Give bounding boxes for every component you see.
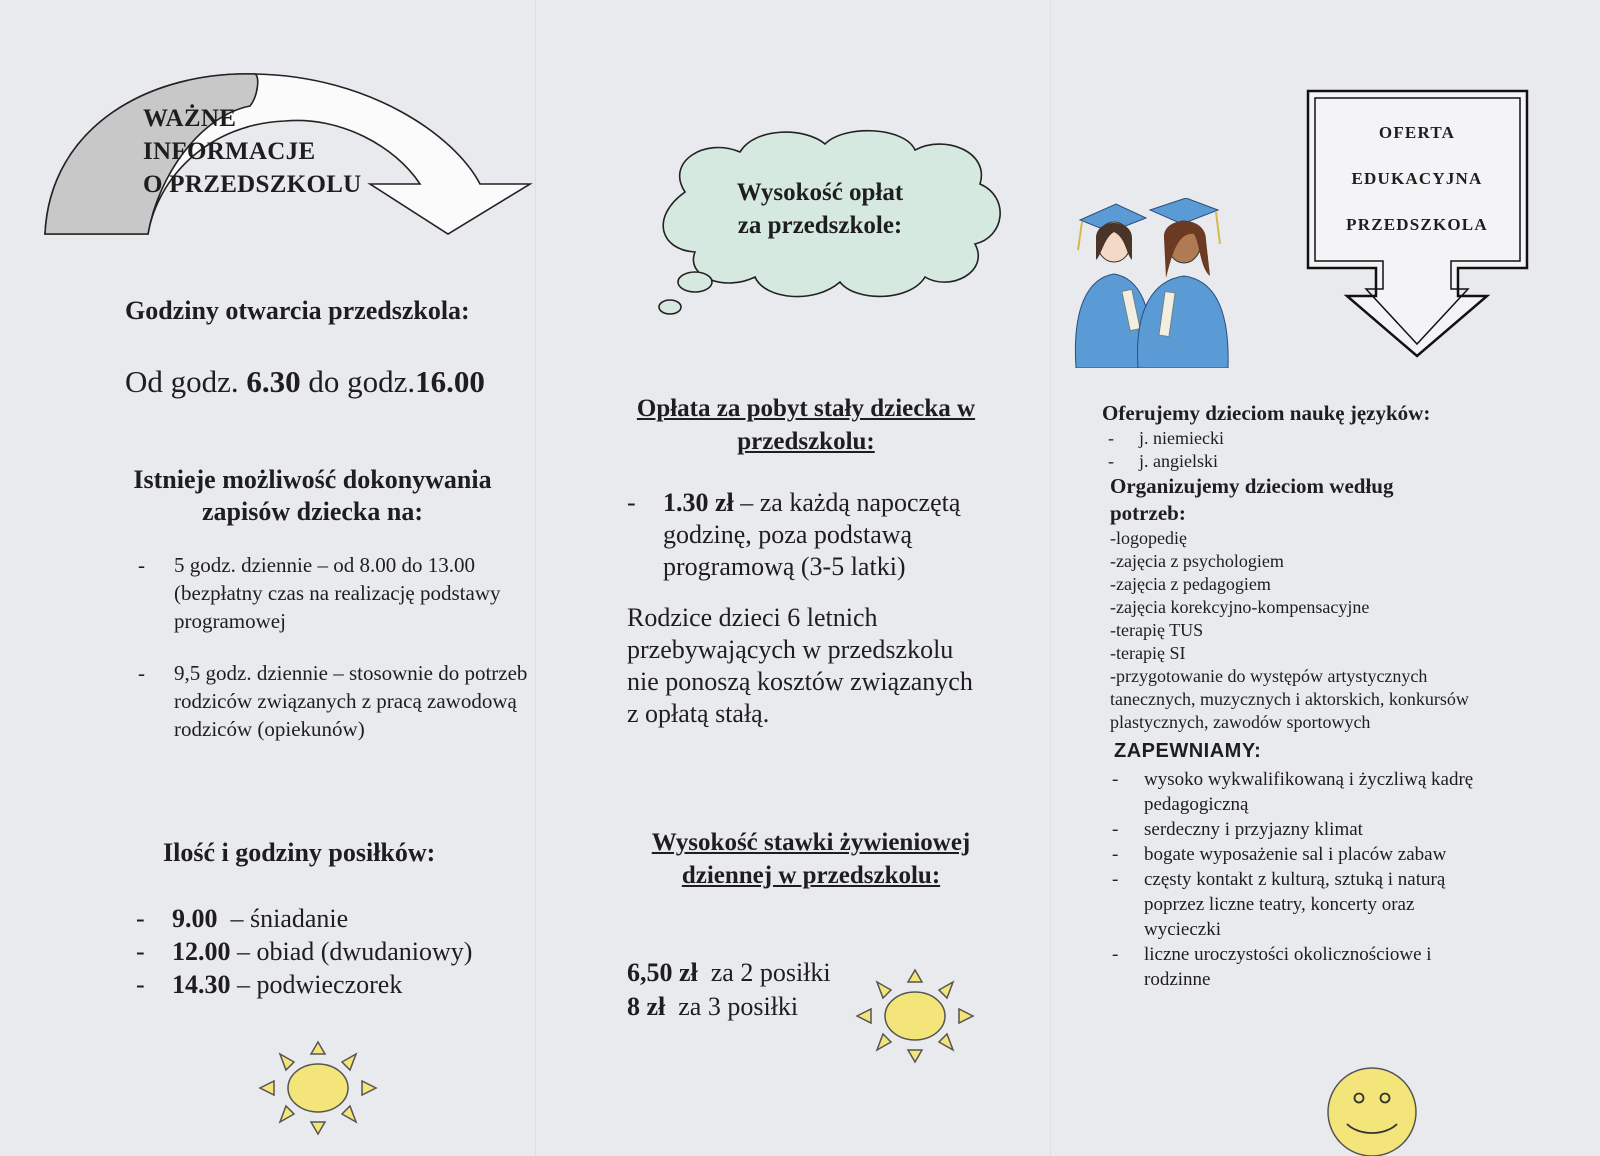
list-item: - serdeczny i przyjazny klimat <box>1102 817 1482 842</box>
smiley-face-icon <box>1325 1066 1419 1156</box>
languages-list <box>1102 427 1502 473</box>
meals-list <box>136 902 472 1001</box>
stay-text: – za każdą napoczętą godzinę, poza podstawą programową (3-5 latki) <box>663 488 961 581</box>
list-item: - 5 godz. dziennie – od 8.00 do 13.00 (bezpłatny czas na realizację podstawy programowej <box>138 551 538 635</box>
graduates-illustration <box>1068 198 1248 368</box>
list-item: -terapię SI <box>1110 643 1186 663</box>
stay-fee-list <box>627 487 987 583</box>
cloud-line: za przedszkole: <box>737 212 903 239</box>
food-prices <box>627 956 831 1024</box>
arrow-banner-line: WAŻNE <box>143 105 237 132</box>
list-item: -przygotowanie do występów artystycznych tanecznych, muzycznych i aktorskich, konkursów plastycznych, zawodów sportowych <box>1110 666 1469 732</box>
sun-icon <box>855 968 975 1064</box>
arrow-banner-line: O PRZEDSZKOLU <box>143 171 362 198</box>
price-row <box>627 990 831 1024</box>
arrow-banner-title <box>143 102 362 201</box>
meal-label: – obiad (dwudaniowy) <box>230 937 473 966</box>
enrollment-heading-line: Istnieje możliwość dokonywania <box>133 465 492 494</box>
list-item: -terapię TUS <box>1110 620 1204 640</box>
opening-hours-value <box>125 364 485 400</box>
stay-amount: 1.30 zł <box>663 488 734 517</box>
list-item: - j. niemiecki <box>1102 427 1502 450</box>
price-amount: 8 zł <box>627 992 666 1021</box>
meal-time: 14.30 <box>172 970 231 999</box>
meal-time: 12.00 <box>172 937 231 966</box>
meals-heading: Ilość i godziny posiłków: <box>163 838 436 867</box>
provide-list <box>1102 767 1482 992</box>
list-item: - bogate wyposażenie sal i placów zabaw <box>1102 842 1482 867</box>
list-item: -zajęcia z psychologiem <box>1110 551 1284 571</box>
parents-note: Rodzice dzieci 6 letnich przebywających w przedszkolu nie ponoszą kosztów związanych z opłatą stałą. <box>627 603 973 728</box>
offer-box-line: PRZEDSZKOLA <box>1346 215 1488 234</box>
provide-heading: ZAPEWNIAMY: <box>1114 740 1262 762</box>
list-item: -zajęcia z pedagogiem <box>1110 574 1271 594</box>
hours-middle: do godz. <box>300 364 416 399</box>
price-row <box>627 956 831 990</box>
enrollment-list <box>138 551 538 767</box>
price-amount: 6,50 zł <box>627 958 698 987</box>
enrollment-heading <box>110 464 515 528</box>
list-item: - częsty kontakt z kulturą, sztuką i naturą poprzez liczne teatry, koncerty oraz wycieczki <box>1102 867 1482 942</box>
hours-to: 16.00 <box>415 364 485 399</box>
list-item <box>136 968 472 1001</box>
cloud-line: Wysokość opłat <box>736 179 904 206</box>
hours-prefix: Od godz. <box>125 364 247 399</box>
offer-box-title <box>1322 110 1512 248</box>
list-item <box>136 935 472 968</box>
list-item: - j. angielski <box>1102 450 1502 473</box>
sun-icon <box>258 1040 378 1136</box>
hours-from: 6.30 <box>246 364 301 399</box>
enrollment-heading-line: zapisów dziecka na: <box>202 497 423 526</box>
food-rate-heading: Wysokość stawki żywieniowej dziennej w przedszkolu: <box>651 829 971 889</box>
fees-cloud-title <box>700 176 940 242</box>
list-item <box>627 487 987 583</box>
organize-heading: Organizujemy dzieciom według potrzeb: <box>1110 474 1394 525</box>
opening-hours-heading: Godziny otwarcia przedszkola: <box>125 296 470 325</box>
stay-fee-heading: Opłata za pobyt stały dziecka w przedszkolu: <box>636 395 976 455</box>
languages-heading: Oferujemy dzieciom naukę języków: <box>1102 401 1431 425</box>
offer-details <box>1102 400 1502 992</box>
meal-time: 9.00 <box>172 904 218 933</box>
list-item <box>136 902 472 935</box>
list-item: - 9,5 godz. dziennie – stosownie do potrzeb rodziców związanych z pracą zawodową rodziców (opiekunów) <box>138 659 538 743</box>
list-item: - liczne uroczystości okolicznościowe i rodzinne <box>1102 942 1482 992</box>
price-text: za 2 posiłki <box>697 958 831 987</box>
offer-box-line: OFERTA <box>1378 123 1456 142</box>
organize-list <box>1110 527 1470 734</box>
meal-label: – podwieczorek <box>230 970 403 999</box>
arrow-banner-line: INFORMACJE <box>143 138 316 165</box>
price-text: za 3 posiłki <box>665 992 799 1021</box>
list-item: -zajęcia korekcyjno-kompensacyjne <box>1110 597 1370 617</box>
offer-box-line: EDUKACYJNA <box>1351 169 1483 188</box>
list-item: -logopedię <box>1110 528 1187 548</box>
meal-label: – śniadanie <box>217 904 349 933</box>
list-item: - wysoko wykwalifikowaną i życzliwą kadrę pedagogiczną <box>1102 767 1482 817</box>
